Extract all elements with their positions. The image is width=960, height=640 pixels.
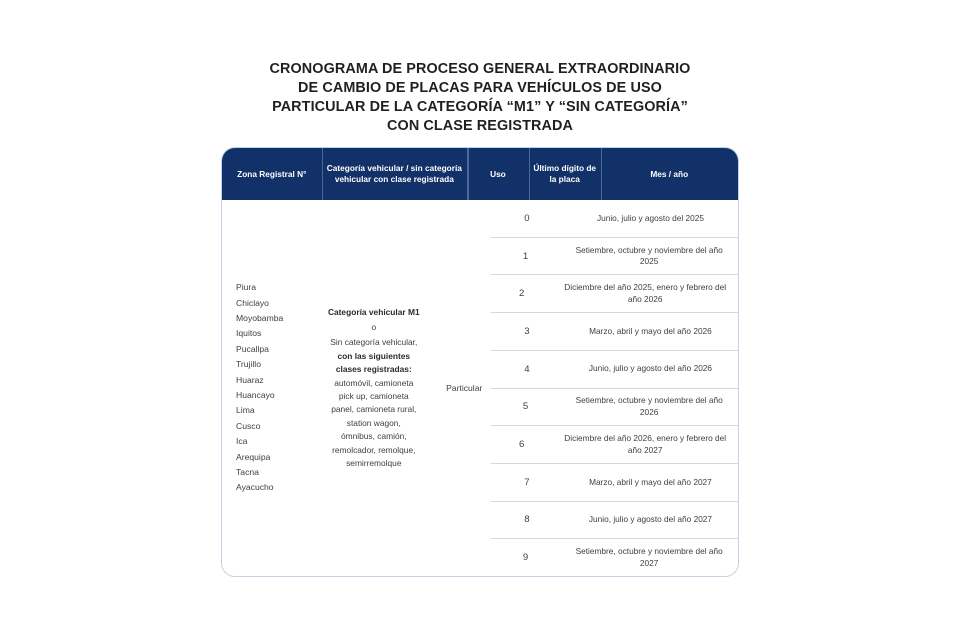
list-item: Iquitos <box>236 328 262 339</box>
cell-mes-ano: Setiembre, octubre y noviembre del año 2025 <box>575 244 723 267</box>
list-item: Huancayo <box>236 390 275 400</box>
cell-ultimo-digito: 7 <box>524 476 530 488</box>
table-header-row <box>222 148 738 200</box>
table-row <box>491 501 738 539</box>
column-header-categoria-vehicular: Categoría vehicular / sin categoría vehicular con clase registrada <box>322 148 467 200</box>
uso-value: Particular <box>446 383 483 393</box>
table-row <box>491 388 738 426</box>
categoria-line: pick up, camioneta <box>338 391 409 401</box>
cell-ultimo-digito: 3 <box>524 325 530 337</box>
table-row <box>491 200 738 237</box>
cell-mes-ano: Diciembre del año 2026, enero y febrero del año 2027 <box>564 433 727 455</box>
cell-mes-ano: Setiembre, octubre y noviembre del año 2026 <box>575 395 723 417</box>
cell-ultimo-digito: 4 <box>524 363 530 375</box>
page-title-line-2: DE CAMBIO DE PLACAS PARA VEHÍCULOS DE USO <box>298 80 662 96</box>
column-header-uso: Uso <box>467 148 529 200</box>
categoria-line: con las siguientes <box>337 350 411 361</box>
schedule-card <box>221 147 739 577</box>
categoria-line: clases registradas: <box>335 364 412 375</box>
categoria-line: station wagon, <box>346 417 401 428</box>
cell-categoria-vehicular <box>310 200 437 576</box>
cell-ultimo-digito: 6 <box>518 439 525 451</box>
list-item: Tacna <box>236 467 259 478</box>
categoria-line: panel, camioneta rural, <box>331 404 417 415</box>
categoria-line: Sin categoría vehicular, <box>330 337 418 348</box>
list-item: Trujillo <box>236 359 261 370</box>
cell-mes-ano: Diciembre del año 2025, enero y febrero del año 2026 <box>564 282 727 304</box>
cell-ultimo-digito: 5 <box>522 401 529 413</box>
table-row <box>491 237 738 275</box>
cell-mes-ano: Marzo, abril y mayo del año 2027 <box>589 476 712 487</box>
cell-mes-ano: Junio, julio y agosto del año 2026 <box>588 363 713 374</box>
categoria-line: automóvil, camioneta <box>334 377 414 388</box>
cell-mes-ano: Junio, julio y agosto del 2025 <box>596 212 704 223</box>
column-header-ultimo-digito: Último dígito de la placa <box>529 148 601 200</box>
cell-ultimo-digito: 2 <box>518 288 525 300</box>
cell-ultimo-digito: 8 <box>524 514 530 526</box>
digit-month-rows <box>491 200 738 576</box>
cell-zona-registral <box>222 200 310 576</box>
cell-ultimo-digito: 9 <box>522 552 529 564</box>
page-title-line-3: PARTICULAR DE LA CATEGORÍA “M1” Y “SIN CATEGORÍA” <box>272 99 688 115</box>
table-body <box>222 200 738 576</box>
table-row <box>491 538 738 576</box>
list-item: Cusco <box>236 420 261 431</box>
column-header-zona-registral: Zona Registral N° <box>237 168 307 179</box>
categoria-line: ómnibus, camión, <box>340 431 407 442</box>
cell-uso <box>438 200 491 576</box>
cell-mes-ano: Junio, julio y agosto del año 2027 <box>588 514 713 525</box>
list-item: Piura <box>236 282 257 293</box>
list-item: Lima <box>236 405 255 416</box>
table-row <box>491 350 738 388</box>
page-title-line-1: CRONOGRAMA DE PROCESO GENERAL EXTRAORDINARIO <box>269 61 691 77</box>
table-row <box>491 312 738 350</box>
cell-ultimo-digito: 0 <box>524 212 530 224</box>
list-item: Ayacucho <box>236 482 274 493</box>
schedule-table <box>222 148 738 576</box>
list-item: Huaraz <box>236 374 264 385</box>
list-item: Chiclayo <box>236 297 269 308</box>
column-header-mes-ano: Mes / año <box>601 148 738 200</box>
page-title <box>180 60 780 136</box>
categoria-line: semirremolque <box>346 458 402 469</box>
list-item: Arequipa <box>236 451 271 462</box>
cell-mes-ano: Marzo, abril y mayo del año 2026 <box>589 325 712 336</box>
cell-ultimo-digito: 1 <box>522 250 529 262</box>
table-row <box>491 463 738 501</box>
table-row <box>491 425 738 463</box>
categoria-line: Categoría vehicular M1 <box>327 306 420 317</box>
table-row <box>491 274 738 312</box>
categoria-line: o <box>371 321 377 332</box>
list-item: Moyobamba <box>236 312 284 323</box>
categoria-line: remolcador, remolque, <box>332 444 416 455</box>
page-title-line-4: CON CLASE REGISTRADA <box>387 118 573 134</box>
cell-mes-ano: Setiembre, octubre y noviembre del año 2027 <box>575 546 723 568</box>
list-item: Ica <box>236 436 248 447</box>
list-item: Pucallpa <box>236 343 269 354</box>
